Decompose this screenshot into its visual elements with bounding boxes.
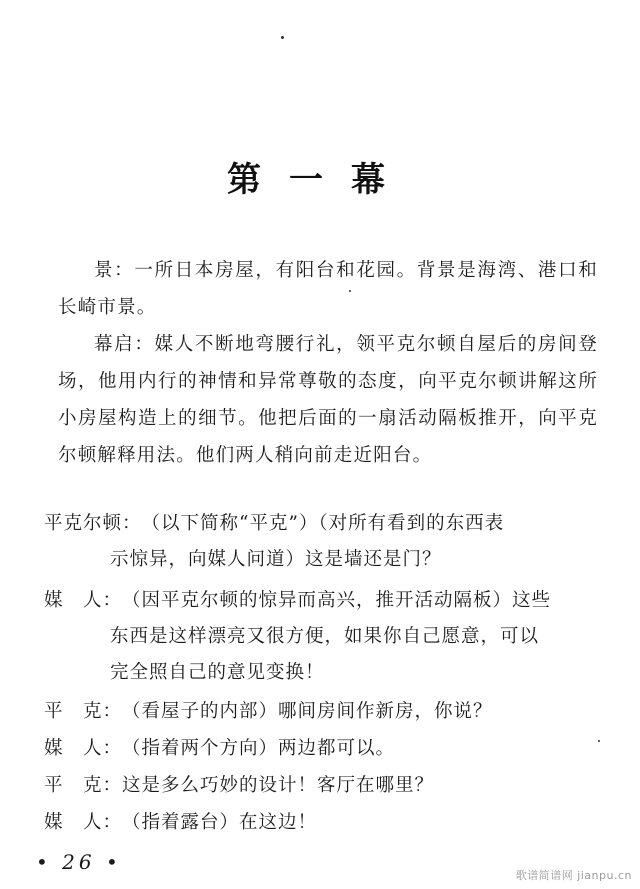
dialogue-text: （以下简称“平克”）（对所有看到的东西表: [141, 513, 505, 534]
dialogue-continuation: 东西是这样漂亮又很方便，如果你自己愿意，可以: [110, 626, 540, 647]
dialogue-continuation: 完全照自己的意见变换！: [110, 662, 325, 683]
dialogue-line: [44, 583, 604, 619]
dialogue-line: [44, 768, 604, 804]
dialogue-line: [44, 694, 604, 730]
act-title: 第一幕: [227, 160, 413, 200]
dialogue-text: （看屋子的内部）哪间房间作新房，你说？: [122, 701, 493, 722]
speaker-name: 平 克：: [44, 701, 123, 722]
dialogue-continuation: 示惊异，向媒人问道）这是墙还是门？: [110, 549, 442, 570]
curtain-rise-description: 幕启：媒人不断地弯腰行礼，领平克尔顿自屋后的房间登场，他用内行的神情和异常尊敬的态度，向平克尔顿讲解这所小房屋构造上的细节。他把后面的一扇活动隔板推开，向平克尔顿解释用法。他们两人稍向前走近阳台。: [58, 334, 598, 466]
dialogue-line: [44, 731, 604, 767]
dialogue-text: （指着露台）在这边！: [122, 812, 318, 833]
dialogue-text: （因平克尔顿的惊异而高兴，推开活动隔板）这些: [122, 590, 552, 611]
scene-description: 景：一所日本房屋，有阳台和花园。背景是海湾、港口和长崎市景。: [58, 260, 598, 318]
speaker-name: 媒 人：: [44, 590, 123, 611]
page-number: • 26 •: [36, 850, 122, 874]
speaker-name: 平克尔顿：: [44, 513, 142, 534]
dialogue-line: [44, 805, 604, 841]
speaker-name: 平 克：: [44, 775, 123, 796]
site-watermark: 歌谱简谱网 jianpu.cn: [515, 869, 632, 882]
dialogue-text: 这是多么巧妙的设计！客厅在哪里？: [122, 775, 435, 796]
print-speck: [281, 36, 284, 39]
dialogue-text: （指着两个方向）两边都可以。: [122, 738, 396, 759]
dialogue-line: [44, 506, 604, 542]
speaker-name: 媒 人：: [44, 812, 123, 833]
speaker-name: 媒 人：: [44, 738, 123, 759]
